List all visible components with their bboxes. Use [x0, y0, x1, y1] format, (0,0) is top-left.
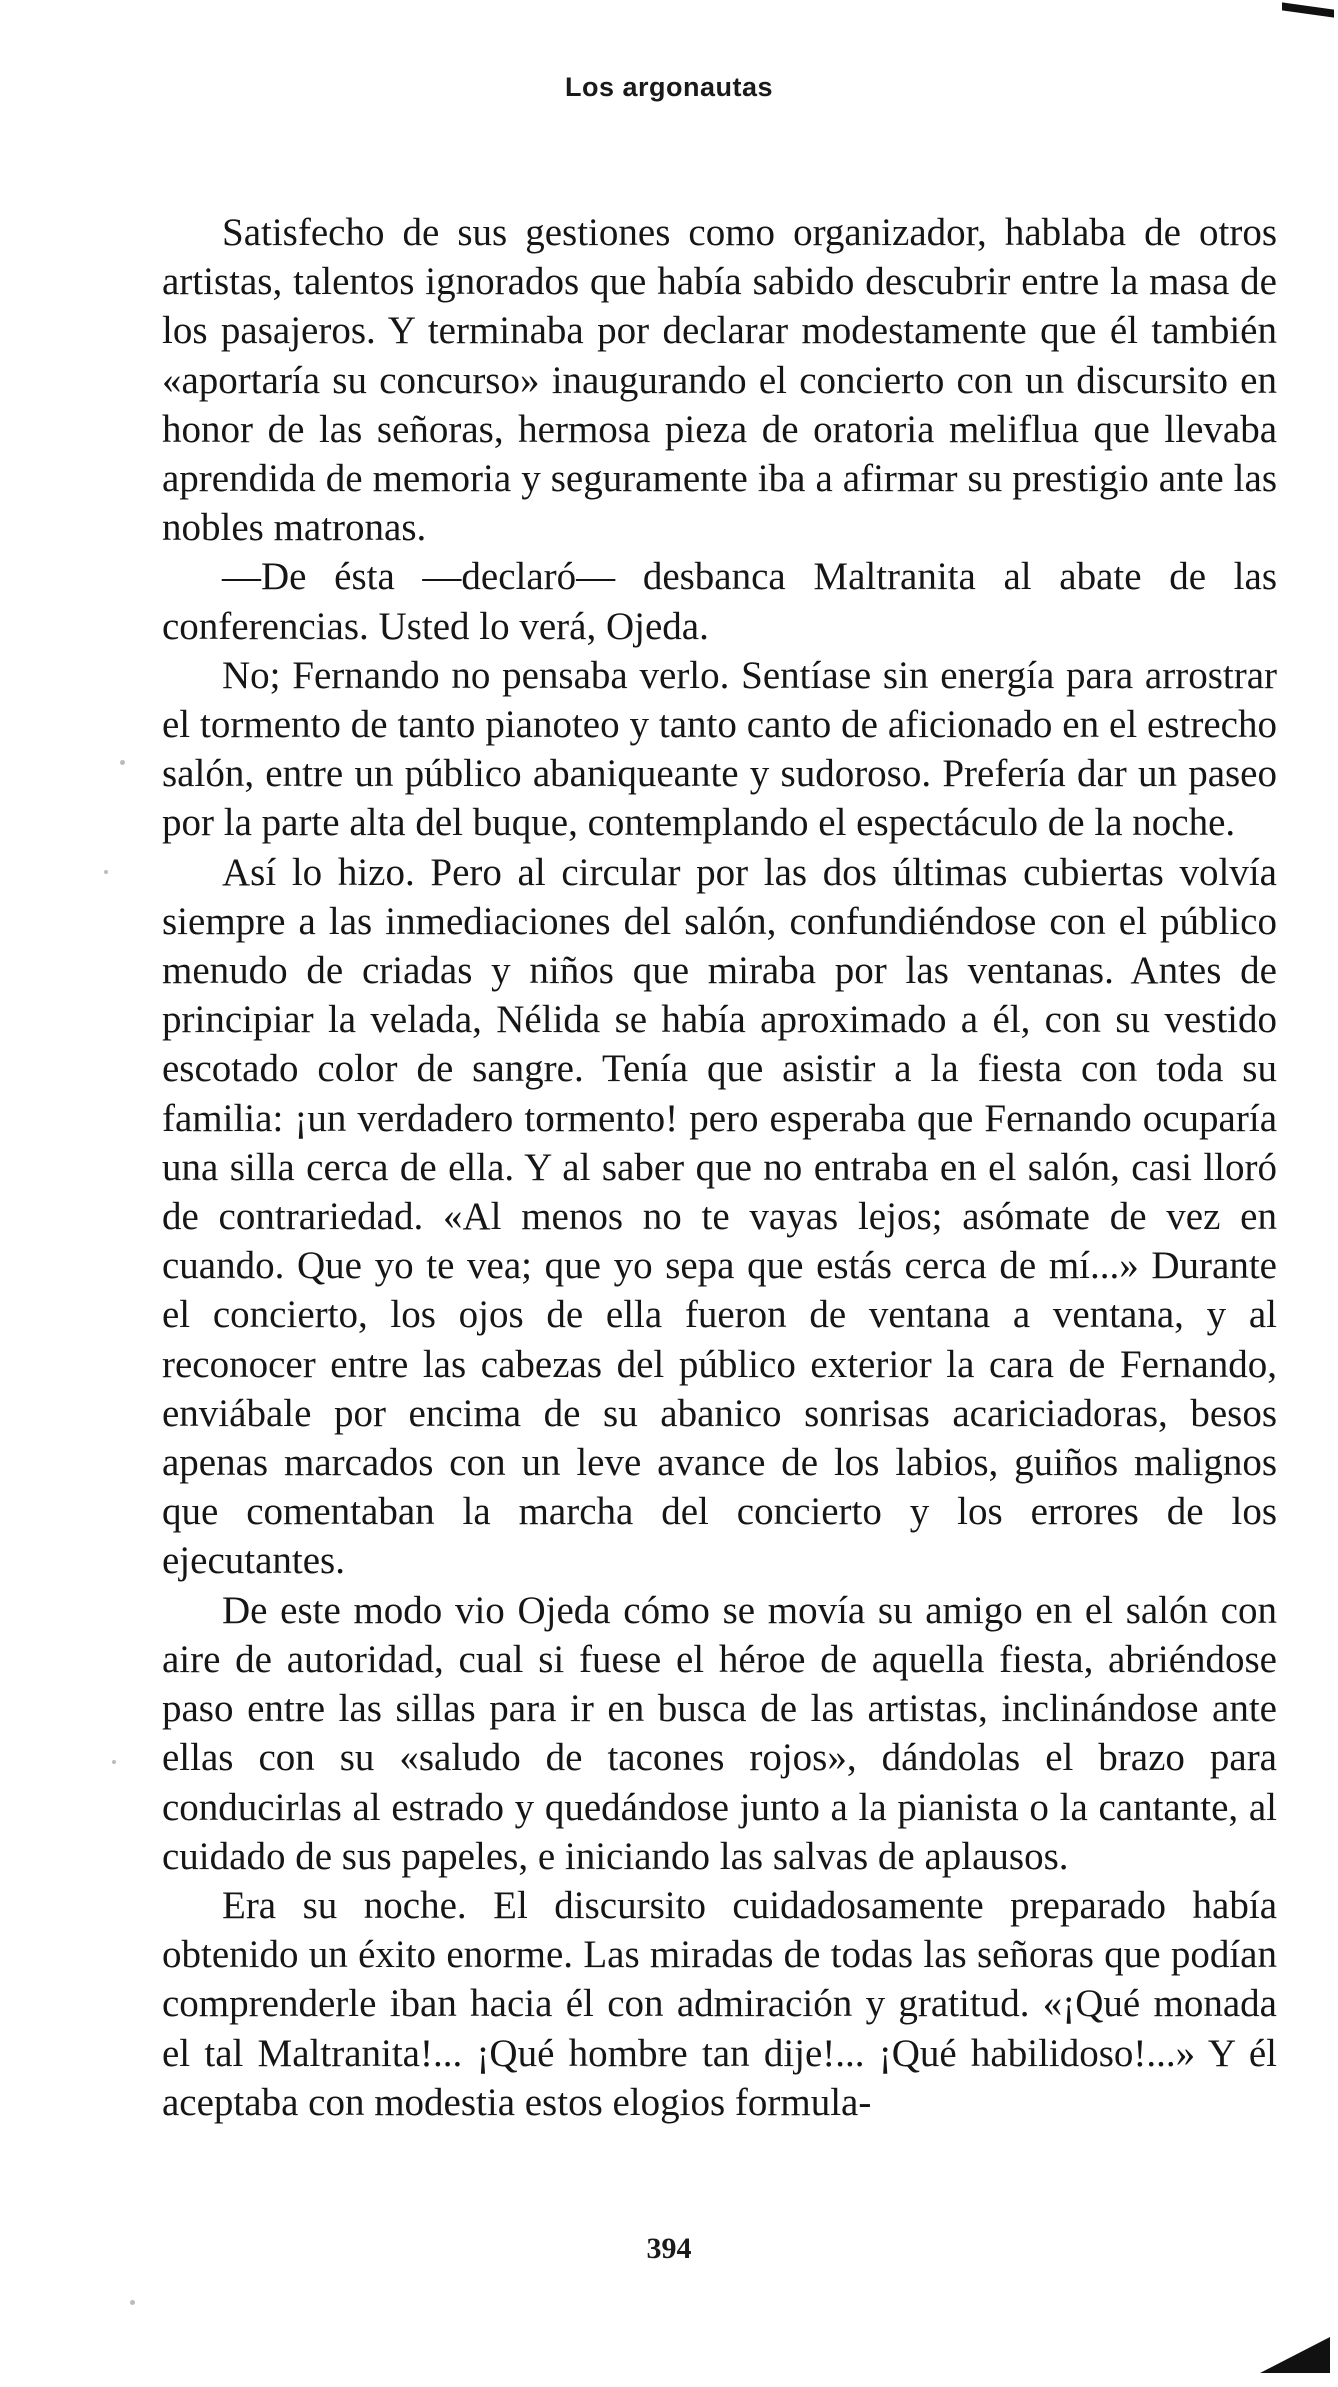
paragraph-4: Así lo hizo. Pero al circular por las dos últimas cubiertas volvía siempre a las inmediaciones del salón, confundiéndose con el público menudo de criadas y niños que miraba por las ventanas. Antes de principiar la velada, Nélida se había aproximado a él, con su vestido escotado color de sangre. Tenía que asistir a la fiesta con toda su familia: ¡un verdadero tormento! pero esperaba que Fernando ocuparía una silla cerca de ella. Y al saber que no entraba en el salón, casi lloró de contrariedad. «Al menos no te vayas lejos; asómate de vez en cuando. Que yo te vea; que yo sepa que estás cerca de mí...» Durante el concierto, los ojos de ella fueron de ventana a ventana, y al reconocer entre las cabezas del público exterior la cara de Fernando, enviábale por encima de su abanico sonrisas acariciadoras, besos apenas marcados con un leve avance de los labios, guiños malignos que comentaban la marcha del concierto y los errores de los ejecutantes. [162, 850, 1277, 1583]
paragraph-5: De este modo vio Ojeda cómo se movía su amigo en el salón con aire de autoridad, cual si fuese el héroe de aquella fiesta, abriéndose paso entre las sillas para ir en busca de las artistas, inclinándose ante ellas con su «saludo de tacones rojos», dándolas el brazo para conducirlas al estrado y quedándose junto a la pianista o la cantante, al cuidado de sus papeles, e iniciando las salvas de aplausos. [162, 1588, 1277, 1878]
running-title: Los argonautas [564, 72, 774, 102]
scan-speck [112, 1760, 116, 1764]
scan-corner-mark-bottom [1260, 2337, 1330, 2373]
scan-speck [120, 760, 125, 765]
paragraph-2: —De ésta —declaró— desbanca Maltranita al abate de las conferencias. Usted lo verá, Ojeda. [162, 555, 1277, 648]
paragraph-3: No; Fernando no pensaba verlo. Sentíase sin energía para arrostrar el tormento de tanto pianoteo y tanto canto de aficionado en el estrecho salón, entre un público abaniqueante y sudoroso. Prefería dar un paseo por la parte alta del buque, contemplando el espectáculo de la noche. [162, 653, 1277, 845]
paragraph-1: Satisfecho de sus gestiones como organizador, hablaba de otros artistas, talentos ignorados que había sabido descubrir entre la masa de los pasajeros. Y terminaba por declarar modestamente que él también «aportaría su concurso» inaugurando el concierto con un discursito en honor de las señoras, hermosa pieza de oratoria meliflua que llevaba aprendida de memoria y seguramente iba a afirmar su prestigio ante las nobles matronas. [162, 211, 1277, 550]
page-number: 394 [646, 2232, 692, 2265]
scan-speck [130, 2300, 135, 2305]
scan-speck [104, 870, 108, 874]
body-text [162, 208, 1277, 2127]
scan-corner-mark [1282, 2, 1334, 17]
paragraph-6: Era su noche. El discursito cuidadosamente preparado había obtenido un éxito enorme. Las miradas de todas las señoras que podían comprenderle iban hacia él con admiración y gratitud. «¡Qué monada el tal Maltranita!... ¡Qué hombre tan dije!... ¡Qué habilidoso!...» Y él aceptaba con modestia estos elogios formula- [162, 1883, 1277, 2124]
